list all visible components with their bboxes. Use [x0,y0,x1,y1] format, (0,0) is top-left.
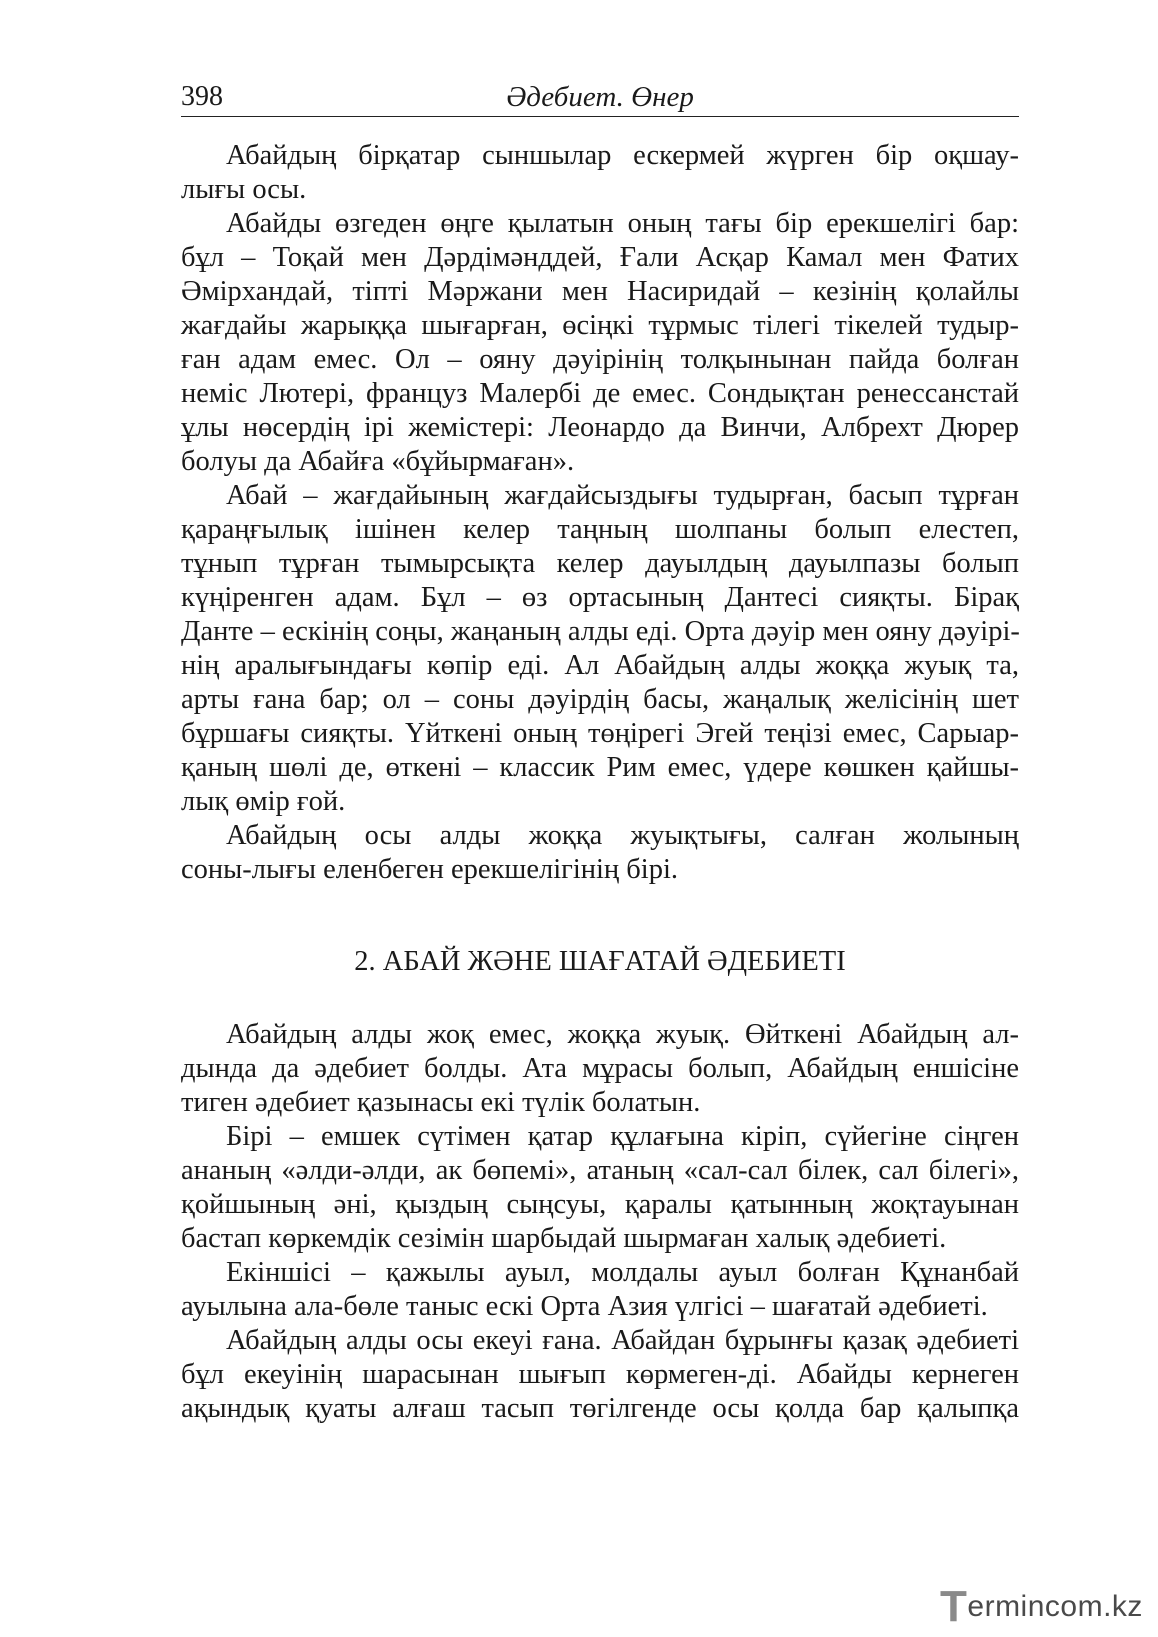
watermark-initial: T [940,1582,968,1631]
text-line: ауылына ала-бөле таныс ескі Орта Азия үлгісі – шағатай әдебиеті. [181,1291,988,1322]
text-line: соны-лығы еленбеген ерекшелігінің бірі. [181,854,679,885]
text-line: Абайды өзгеден өңге қылатын оның тағы бір ерекшелігі бар: [226,208,1019,239]
page-number: 398 [181,81,223,112]
text-line: бастап көркемдік сезімін шарбыдай шырмаған халық әдебиеті. [181,1223,947,1254]
text-line: Абайдың бірқатар сыншылар ескермей жүрген бір оқшау- [226,140,1019,171]
text-line: тұнып тұрған тымырсықта келер дауылдың дауылпазы болып [181,548,1019,579]
text-line: қаның шөлі де, өткені – классик Рим емес, үдере көшкен қайшы- [181,752,1019,783]
text-line: ұлы нөсердің ірі жемістері: Леонардо да Винчи, Албрехт Дюрер [181,412,1019,443]
text-line: қараңғылық ішінен келер таңның шолпаны болып елестеп, [181,514,1019,545]
text-line: ған адам емес. Ол – ояну дәуірінің толқынынан пайда болған [181,344,1019,375]
text-line: ананың «әлди-әлди, ак бөпемі», атаның «сал-сал білек, сал білегі», [181,1155,1019,1186]
text-line: нің аралығындағы көпір еді. Ал Абайдың алды жоққа жуық та, [181,650,1019,681]
section-heading: 2. АБАЙ ЖӘНЕ ШАҒАТАЙ ӘДЕБИЕТІ [354,946,846,977]
text-line: Әмірхандай, тіпті Мәржани мен Насиридай – кезінің қолайлы [181,276,1019,307]
text-line: лық өмір ғой. [181,786,346,817]
text-line: Абайдың осы алды жоққа жуықтығы, салған жолының [226,820,1019,851]
text-line: арты ғана бар; ол – соны дәуірдің басы, жаңалық желісінің шет [181,684,1019,715]
text-line: қойшының әні, қыздың сыңсуы, қаралы қатынның жоқтауынан [181,1189,1019,1220]
text-line: Абай – жағдайының жағдайсыздығы тудырған, басып тұрған [226,480,1019,511]
text-line: Екіншісі – қажылы ауыл, молдалы ауыл болған Құнанбай [226,1257,1019,1288]
text-line: ақындық қуаты алғаш тасып төгілгенде осы қолда бар қалыпқа [181,1393,1019,1424]
page-header [181,76,1019,117]
text-line: Бірі – емшек сүтімен қатар құлағына кіріп, сүйегіне сіңген [226,1121,1019,1152]
text-line: бұршағы сияқты. Үйткені оның төңірегі Эгей теңізі емес, Сарыар- [181,718,1019,749]
watermark-text: ermincоm.kz [967,1590,1143,1623]
text-line: дында да әдебиет болды. Ата мұрасы болып, Абайдың еншісіне [181,1053,1019,1084]
text-line: күңіренген адам. Бұл – өз ортасының Дантесі сияқты. Бірақ [181,582,1019,613]
running-head: Әдебиет. Өнер [506,81,694,113]
text-line: неміс Лютері, француз Малербі де емес. Сондықтан ренессанстай [181,378,1019,409]
text-line: тиген әдебиет қазынасы екі түлік болатын. [181,1087,701,1118]
text-line: Данте – ескінің соңы, жаңаның алды еді. Орта дәуір мен ояну дәуірі- [181,616,1020,647]
text-line: лығы осы. [181,174,307,205]
text-line: бұл екеуінің шарасынан шығып көрмеген-ді. Абайды кернеген [181,1359,1019,1390]
site-watermark [940,1582,1143,1631]
text-line: Абайдың алды осы екеуі ғана. Абайдан бұрынғы қазақ әдебиеті [226,1325,1019,1356]
text-line: жағдайы жарыққа шығарған, өсіңкі тұрмыс тілегі тікелей тудыр- [181,310,1019,341]
text-line: Абайдың алды жоқ емес, жоққа жуық. Өйткені Абайдың ал- [226,1019,1019,1050]
text-line: болуы да Абайға «бұйырмаған». [181,446,575,477]
text-line: бұл – Тоқай мен Дәрдімәнддей, Ғали Асқар Камал мен Фатих [181,242,1019,273]
